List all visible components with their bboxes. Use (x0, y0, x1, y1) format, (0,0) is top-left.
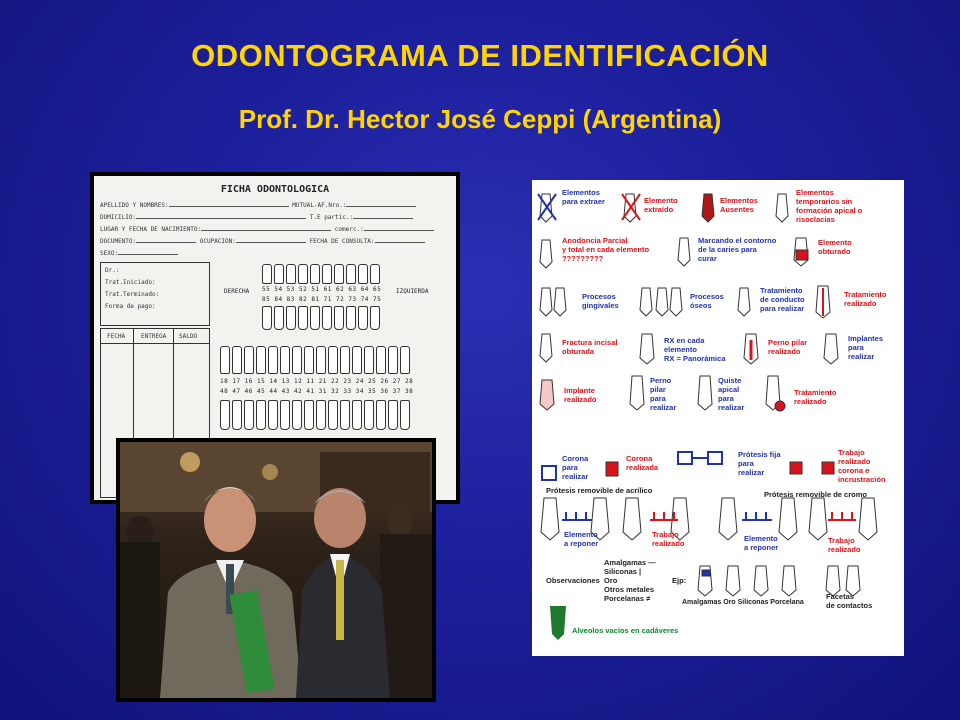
photo-two-men (116, 438, 436, 702)
legend-rx: RX en cada elemento RX = Panorámica (664, 336, 726, 363)
form-line-documento: DOCUMENTO: OCUPACION: FECHA DE CONSULTA: (100, 236, 425, 246)
legend-protesis-fija: Prótesis fija para realizar (738, 450, 781, 477)
lower-temp-numbers: 85 84 83 82 81 71 72 73 74 75 (262, 296, 382, 303)
legend-materials: Amalgamas — Siliconas | Oro Otros metales Porcelanas ≠ (604, 558, 656, 603)
legend-removible-acrilico: Prótesis removible de acrílico (546, 486, 653, 495)
slide-subtitle: Prof. Dr. Hector José Ceppi (Argentina) (238, 104, 722, 134)
legend-quiste: Quiste apical para realizar (718, 376, 745, 412)
upper-temporary-teeth (262, 264, 380, 284)
derecha-label: DERECHA (224, 288, 250, 295)
legend-corona-realizar: Corona para realizar (562, 454, 589, 481)
lower-temporary-teeth (262, 306, 380, 330)
legend-gingivales: Procesos gingivales (582, 292, 619, 310)
legend-material-labels: Amalgamas Oro Siliconas Porcelana (682, 599, 804, 606)
legend-trabajo-realizado-2: Trabajo realizado (828, 536, 861, 554)
legend-tratamiento-realizado: Tratamiento realizado (844, 290, 887, 308)
payments-table: FECHA ENTREGA SALDO (100, 328, 210, 498)
legend-anodoncia: Anodoncia Parcial y total en cada elemento ????????? (562, 236, 650, 263)
upper-permanent-numbers: 18 17 16 15 14 13 12 11 21 22 23 24 25 26 27 28 (220, 378, 414, 385)
legend-obturado: Elemento obturado (818, 238, 852, 256)
legend-perno-pilar-realizado: Perno pilar realizado (768, 338, 808, 356)
form-line-domicilio: DOMICILIO: T.E partic.: (100, 212, 413, 222)
treatment-box: Dr.: Trat.Iniciado: Trat.Terminado: Forma de pago: (100, 262, 210, 326)
legend-ejp: Ejp: (672, 576, 687, 585)
legend-oseos: Procesos óseos (690, 292, 724, 310)
lower-permanent-teeth (220, 400, 410, 430)
legend-temporarios: Elementos temporarios sin formación apical o risoclacias (796, 188, 863, 224)
legend-conducto: Tratamiento de conducto para realizar (760, 286, 805, 313)
form-line-nombres: APELLIDO Y NOMBRES: MUTUAL-AF.Nro.: (100, 200, 416, 210)
legend-elementos-ausentes: Elementos Ausentes (720, 196, 758, 214)
legend-elementos-extraer: Elementos para extraer (562, 188, 605, 206)
odontogram-legend (532, 180, 904, 656)
legend-removible-cromo: Prótesis removible de cromo (764, 490, 867, 499)
form-line-nacimiento: LUGAR Y FECHA DE NACIMIENTO: comerc.: (100, 224, 434, 234)
legend-alveolos: Alveolos vacíos en cadáveres (572, 626, 679, 635)
legend-corona-realizada: Corona realizada (626, 454, 659, 472)
legend-perno-pilar-realizar: Perno pilar para realizar (650, 376, 677, 412)
upper-temp-numbers: 55 54 53 52 51 61 62 63 64 65 (262, 286, 382, 293)
izquierda-label: IZQUIERDA (396, 288, 429, 295)
ficha-heading: FICHA ODONTOLOGICA (220, 184, 330, 195)
legend-implantes: Implantes para realizar (848, 334, 884, 361)
legend-implante-realizado: Implante realizado (564, 386, 597, 404)
form-line-sexo: SEXO: (100, 248, 178, 258)
legend-trabajo-corona: Trabajo realizado corona e incrustración (838, 448, 886, 484)
upper-permanent-teeth (220, 346, 410, 374)
legend-trabajo-realizado: Trabajo realizado (652, 530, 685, 548)
photo-illustration (120, 442, 432, 698)
legend-tratamiento-realizado-2: Tratamiento realizado (794, 388, 837, 406)
legend-elemento-reponer-2: Elemento a reponer (744, 534, 779, 552)
legend-observaciones: Observaciones (546, 576, 600, 585)
slide-title: ODONTOGRAMA DE IDENTIFICACIÓN (191, 38, 769, 73)
legend-marcando: Marcando el contorno de la caries para curar (698, 236, 777, 263)
legend-facetas: Facetas de contactos (826, 592, 873, 610)
lower-permanent-numbers: 48 47 46 45 44 43 42 41 31 32 33 34 35 36 37 38 (220, 388, 414, 395)
legend-elemento-extraido: Elemento extraído (644, 196, 678, 214)
legend-elemento-reponer: Elemento a reponer (564, 530, 599, 548)
legend-fractura: Fractura incisal obturada (562, 338, 618, 356)
